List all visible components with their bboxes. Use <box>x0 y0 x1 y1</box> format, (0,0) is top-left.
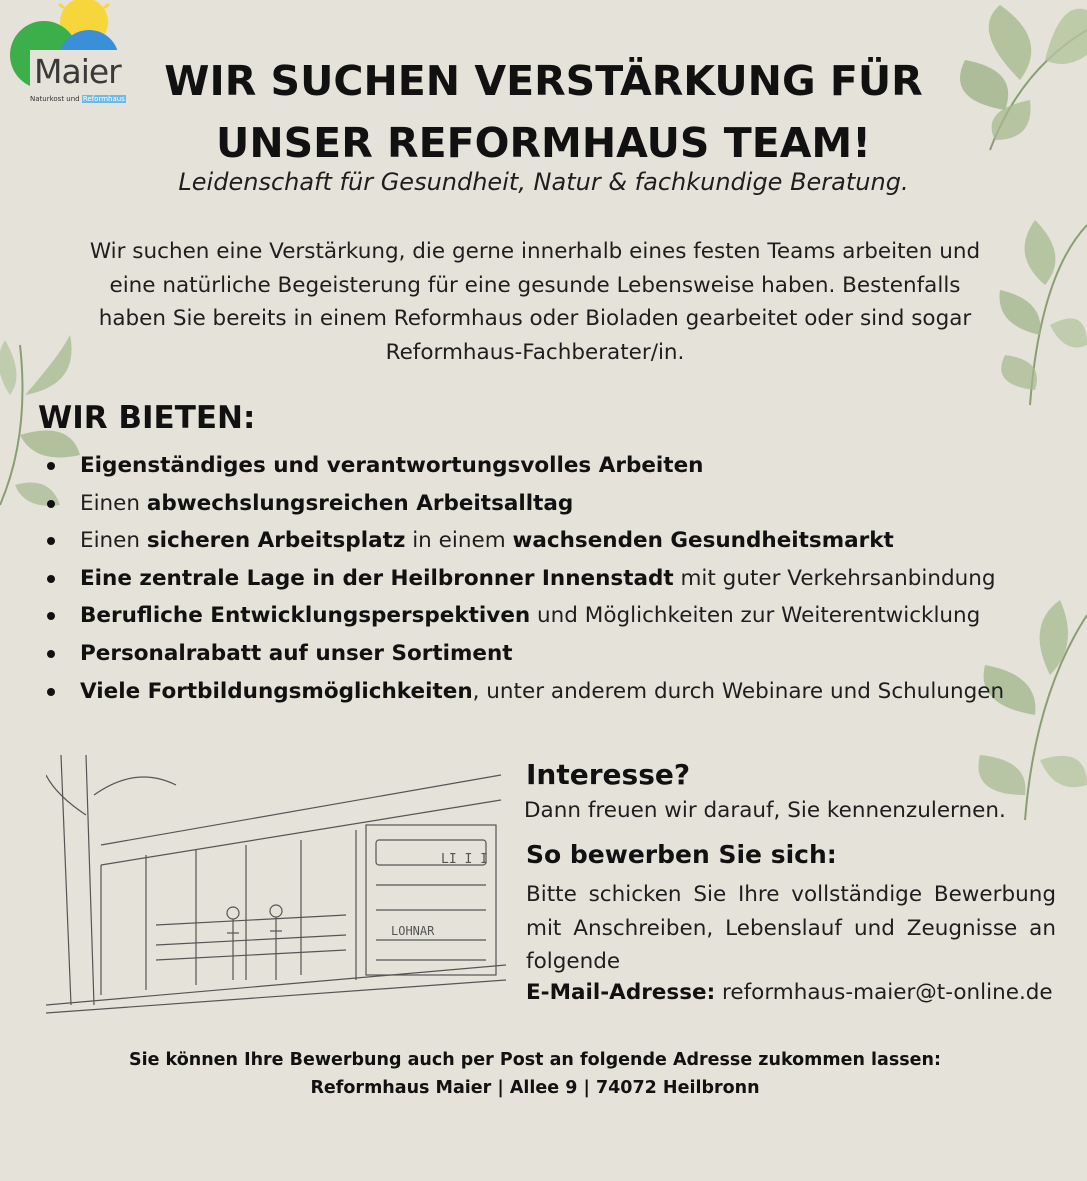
interest-title: Interesse? <box>526 758 691 791</box>
intro-paragraph: Wir suchen eine Verstärkung, die gerne innerhalb eines festen Teams arbeiten und eine natürliche Begeisterung für eine gesunde Lebensweise haben. Bestenfalls haben Sie bereits in einem Reformhaus oder Bioladen gearbeitet oder sind sogar Reformhaus-Fachberater/in. <box>89 239 981 365</box>
apply-title: So bewerben Sie sich: <box>526 840 837 869</box>
offer-heading: WIR BIETEN: <box>38 400 256 436</box>
email-link[interactable]: reformhaus-maier@t-online.de <box>722 980 1053 1005</box>
offer-list-item: Personalrabatt auf unser Sortiment <box>45 635 1004 673</box>
subheadline: Leidenschaft für Gesundheit, Natur & fachkundige Beratung. <box>178 168 909 196</box>
storefront-sketch <box>46 755 506 1015</box>
apply-text: Bitte schicken Sie Ihre vollständige Bewerbung mit Anschreiben, Lebenslauf und Zeugnisse an folgende <box>526 882 1056 974</box>
sketch-sign-lower: LOHNAR <box>391 924 435 938</box>
offer-list-item: Eigenständiges und verantwortungsvolles Arbeiten <box>45 447 1004 485</box>
offer-list-item: Einen sicheren Arbeitsplatz in einem wachsenden Gesundheitsmarkt <box>45 522 1004 560</box>
headline-line-1: WIR SUCHEN VERSTÄRKUNG FÜR <box>164 57 923 105</box>
postal-info <box>0 1046 1070 1102</box>
offer-list <box>45 447 1004 710</box>
postal-address: Reformhaus Maier | Allee 9 | 74072 Heilbronn <box>310 1078 760 1098</box>
interest-text: Dann freuen wir darauf, Sie kennenzulernen. <box>524 798 1006 823</box>
email-label: E-Mail-Adresse: <box>526 980 716 1005</box>
email-line <box>526 980 1053 1005</box>
offer-list-item: Viele Fortbildungsmöglichkeiten, unter anderem durch Webinare und Schulungen <box>45 673 1004 711</box>
page-headline <box>0 50 1087 174</box>
postal-info-line-1: Sie können Ihre Bewerbung auch per Post an folgende Adresse zukommen lassen: <box>128 1050 941 1070</box>
offer-list-item: Berufliche Entwicklungsperspektiven und Möglichkeiten zur Weiterentwicklung <box>45 597 1004 635</box>
logo-subtitle: Naturkost und Reformhaus <box>30 95 125 103</box>
sketch-sign-upper: LI I I <box>441 852 488 867</box>
headline-line-2: UNSER REFORMHAUS TEAM! <box>216 119 871 167</box>
logo-wordmark: Maier <box>34 52 121 91</box>
offer-list-item: Eine zentrale Lage in der Heilbronner Innenstadt mit guter Verkehrsanbindung <box>45 560 1004 598</box>
offer-list-item: Einen abwechslungsreichen Arbeitsalltag <box>45 485 1004 523</box>
